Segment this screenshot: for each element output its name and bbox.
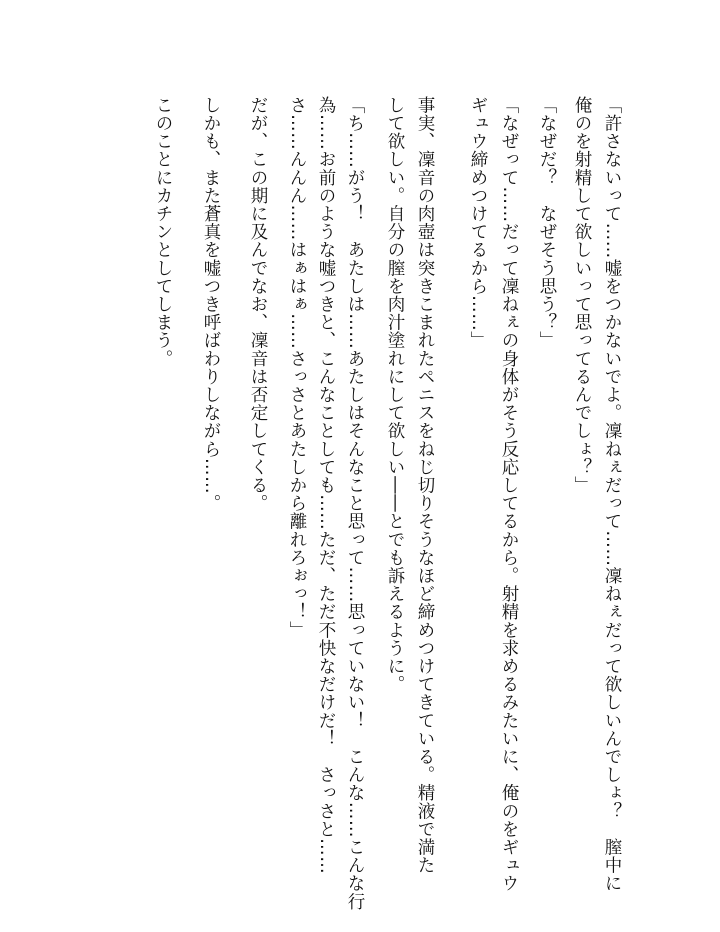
text-line: して欲しい。自分の膣を肉汁塗れにして欲しい――とでも訴えるように。	[385, 96, 405, 694]
text-line: 「なぜって……だって凜ねぇの身体がそう反応してるから。射精を求めるみたいに、俺のをギュウ	[499, 96, 519, 893]
text-line: 「ち……がう！ あたしは……あたしはそんなこと思って……思っていない！ こんな……こんな行	[345, 96, 365, 911]
text-line: 「なぜだ？ なぜそう思う？」	[537, 96, 557, 350]
text-line: だが、この期に及んでなお、凜音は否定してくる。	[248, 96, 268, 513]
text-line: 「許さないって……嘘をつかないでよ。凜ねぇだって……凜ねぇだって欲しいんでしょ？ 膣中に	[602, 96, 622, 893]
text-line: このことにカチンとしてしまう。	[153, 96, 173, 368]
text-line: 事実、凜音の肉壺は突きこまれたペニスをねじ切りそうなほど締めつけてきている。精液で満た	[415, 96, 435, 875]
text-line: 俺のを射精して欲しいって思ってるんでしょ？」	[572, 96, 592, 495]
text-line: しかも、また蒼真を嘘つき呼ばわりしながら……。	[201, 96, 221, 513]
text-line: さ……んんん……はぁはぁ……さっさとあたしから離れろぉっ！」	[287, 96, 307, 639]
text-line: 為……お前のような嘘つきと、こんなことしても……ただ、ただ不快なだけだ！ さっさと……	[316, 96, 336, 875]
text-line: ギュウ締めつけてるから……」	[468, 96, 488, 350]
